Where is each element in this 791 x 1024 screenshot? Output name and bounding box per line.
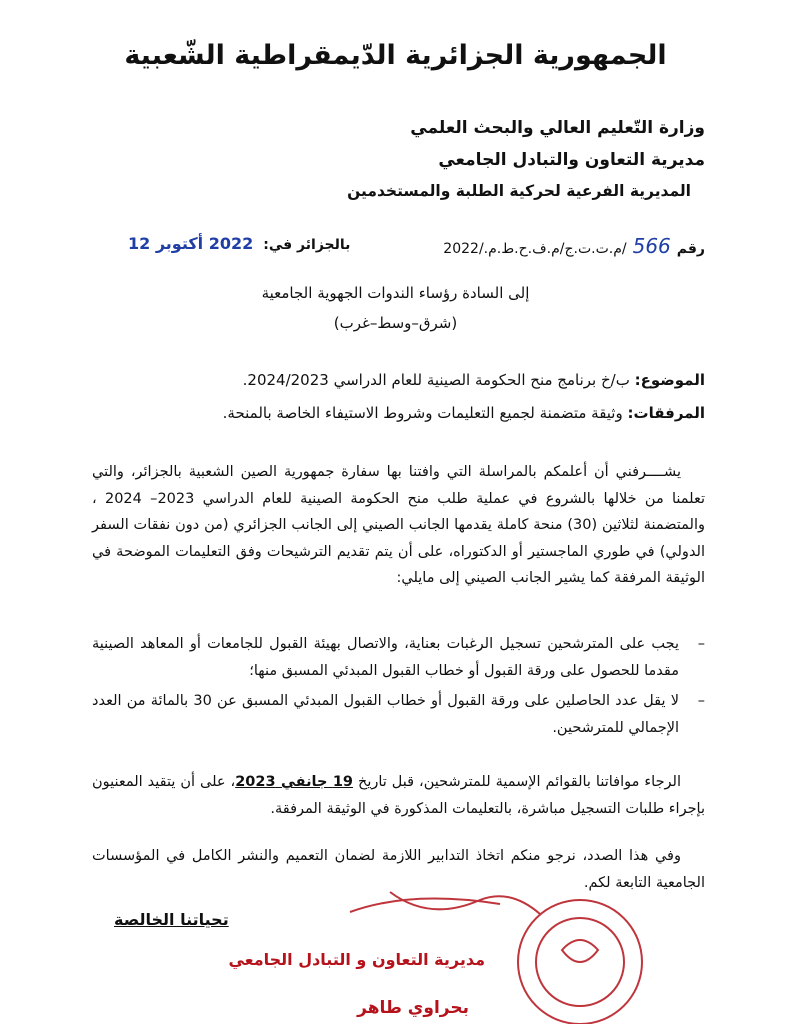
bullet-item-2	[92, 688, 705, 741]
body-paragraph-3: وفي هذا الصدد، نرجو منكم اتخاذ التدابير اللازمة لضمان التعميم والنشر الكامل في المؤسسات الجامعية التابعة لكم.	[92, 848, 705, 891]
signature-stroke	[390, 892, 540, 914]
deadline-text-before: الرجاء موافاتنا بالقوائم الإسمية للمترشحين، قبل تاريخ	[353, 774, 681, 790]
bullet-text-1: يجب على المترشحين تسجيل الرغبات بعناية، والاتصال بهيئة القبول للجامعات أو المعاهد الصينية مقدما للحصول على ورقة القبول أو خطاب القبول المبدئي المسبق منها؛	[92, 636, 679, 679]
reference-code: /م.ت.ت.ج/م.ف.ح.ط.م./2022	[443, 241, 627, 257]
body-paragraph-2	[92, 769, 705, 822]
stamp-directorate-text: مديرية التعاون و التبادل الجامعي	[228, 950, 485, 969]
stamp-emblem	[562, 940, 598, 962]
deadline-text-after: ، على أن يتقيد المعنيون بإجراء طلبات التسجيل مباشرة، بالتعليمات المذكورة في الوثيقة المرفقة.	[92, 774, 705, 817]
subject-line	[90, 371, 705, 389]
bullet-dash: –	[697, 693, 705, 709]
recipient-line: إلى السادة رؤساء الندوات الجهوية الجامعية	[261, 284, 530, 302]
attachments-label: المرفقات:	[627, 404, 705, 422]
bullet-text-2: لا يقل عدد الحاصلين على ورقة القبول أو خطاب القبول المبدئي المسبق عن 30 بالمائة من العدد الإجمالي للمترشحين.	[92, 693, 679, 736]
place-label: بالجزائر في:	[263, 237, 351, 253]
handwritten-date: 2022 أكتوبر 12	[128, 234, 254, 253]
deadline-date: 19 جانفي 2023	[235, 774, 354, 790]
subject-label: الموضوع:	[634, 371, 705, 389]
stamp-signatory-name: بحراوي طاهر	[357, 998, 469, 1018]
attachments-line	[90, 404, 705, 422]
reference-label: رقم	[676, 241, 705, 257]
recipient-regions: (شرق–وسط–غرب)	[333, 314, 458, 332]
reference-number	[443, 234, 705, 258]
bullet-item-1	[92, 631, 705, 684]
ministry-name: وزارة التّعليم العالي والبحث العلمي	[410, 118, 705, 138]
attachments-text: وثيقة متضمنة لجميع التعليمات وشروط الاستيفاء الخاصة بالمنحة.	[222, 404, 623, 422]
closing-salutation: تحياتنا الخالصة	[114, 910, 229, 929]
bullet-dash: –	[697, 636, 705, 652]
directorate-name: مديرية التعاون والتبادل الجامعي	[438, 150, 705, 170]
subdirectorate-name: المديرية الفرعية لحركية الطلبة والمستخدمين	[347, 182, 691, 200]
subject-text: ب/خ برنامج منح الحكومة الصينية للعام الدراسي 2024/2023.	[242, 371, 630, 389]
republic-title: الجمهورية الجزائرية الدّيمقراطية الشّعبية	[124, 40, 667, 71]
handwritten-ref-number: 566	[632, 234, 671, 258]
body-paragraph-1: يشــــرفني أن أعلمكم بالمراسلة التي وافتنا بها سفارة جمهورية الصين الشعبية بالجزائر، والتي تعلمنا من خلالها بالشروع في عملية طلب منح الحكومة الصينية للعام الدراسي 2023– 2024 ، والمتضمنة لثلاثين (30) منحة كاملة يقدمها الجانب الصيني إلى الجانب الجزائري (من دون نفقات السفر الدولي) في طوري الماجستير أو الدكتوراه، على أن يتم تقديم الترشيحات وفق التعليمات الموضحة في الوثيقة المرفقة كما يشير الجانب الصيني إلى مايلي:	[92, 464, 706, 586]
place-date	[128, 234, 350, 253]
